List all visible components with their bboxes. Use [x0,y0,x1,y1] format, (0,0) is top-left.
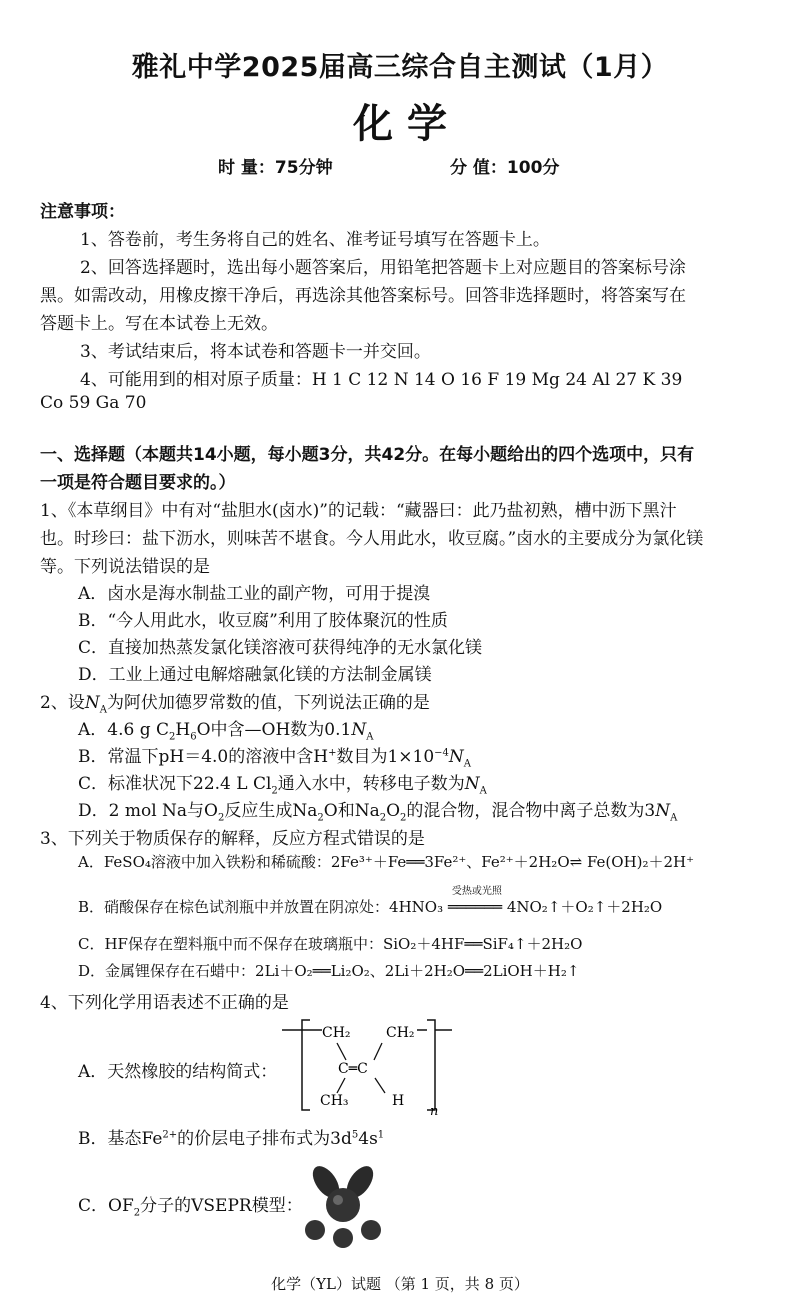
q3-option-c: C．HF保存在塑料瓶中而不保存在玻璃瓶中：SiO₂＋4HF══SiF₄↑＋2H₂O [78,935,583,953]
section-heading: 一项是符合题目要求的。） [40,473,236,493]
natural-rubber-structure [282,1015,452,1115]
q2-option-a: A．4.6 g $C_2H_6O$中含—OH数为$0.1N_A$ [78,720,374,743]
q1-option-a: A．卤水是海水制盐工业的副产物，可用于提溴 [78,584,431,604]
q2-option-c: C．标准状况下22.4 L $Cl_2$通入水中，转移电子数为$N_A$ [78,774,487,797]
q3-stem: 3、下列关于物质保存的解释，反应方程式错误的是 [40,829,425,849]
q4-option-c: C．$OF_2$分子的VSEPR模型： [78,1196,303,1219]
q4-stem: 4、下列化学用语表述不正确的是 [40,993,289,1013]
notice-heading: 注意事项： [40,202,125,222]
exam-score: 分 值：100分 [450,158,560,178]
page-footer: 化学（YL）试题 （第 1 页，共 8 页） [271,1275,529,1293]
exam-title: 雅礼中学2025届高三综合自主测试（1月） [131,52,669,83]
notice-item: 4、可能用到的相对原子质量：H 1 C 12 N 14 O 16 F 19 Mg 24 Al 27 K 39 [80,370,683,390]
q2-option-b: B．常温下pH＝4.0的溶液中含H+数目为$1\times 10^{-4}N_A$ [78,747,472,770]
struct-ch2-right: CH₂ [386,1025,415,1041]
q1-option-b: B．“今人用此水，收豆腐”利用了胶体聚沉的性质 [78,611,448,631]
notice-item: 黑。如需改动，用橡皮擦干净后，再选涂其他答案标号。回答非选择题时，将答案写在 [40,286,686,306]
q3-option-b: B．硝酸保存在棕色试剂瓶中并放置在阴凉处：4HNO₃ 受热或光照 ══════ 4NO₂↑＋O₂↑＋2H₂O [78,886,663,916]
q1-stem: 也。时珍曰：盐下沥水，则味苦不堪食。今人用此水，收豆腐。”卤水的主要成分为氯化镁 [40,529,704,549]
q2-option-d: D．2 mol Na与$O_2$反应生成$Na_2O$和$Na_2O_2$的混合物，混合物中离子总数为$3N_A$ [78,801,678,824]
notice-item: 3、考试结束后，将本试卷和答题卡一并交回。 [80,342,431,362]
q3-option-d: D．金属锂保存在石蜡中：2Li＋O₂══Li₂O₂、2Li＋2H₂O══2LiOH＋H₂↑ [78,962,580,980]
struct-h: H [392,1093,405,1109]
struct-ch2-left: CH₂ [322,1025,351,1041]
q1-stem: 1、《本草纲目》中有对“盐胆水(卤水)”的记载：“藏器曰：此乃盐初熟，槽中沥下黑汁 [40,501,677,521]
q4-option-b: B．基态$Fe^{2+}$的价层电子排布式为$3d^54s^1$ [78,1129,385,1149]
q3-option-a: A．FeSO₄溶液中加入铁粉和稀硫酸：2Fe³⁺＋Fe══3Fe²⁺、Fe²⁺＋2H₂O⇌ Fe(OH)₂＋2H⁺ [78,853,695,871]
section-heading: 一、选择题（本题共14小题，每小题3分，共42分。在每小题给出的四个选项中，只有 [40,445,695,465]
struct-n: n [430,1104,439,1115]
q4-option-a: A．天然橡胶的结构简式： [78,1062,278,1082]
notice-item: 2、回答选择题时，选出每小题答案后，用铅笔把答题卡上对应题目的答案标号涂 [80,258,686,278]
struct-c-eq-c: C═C [338,1061,368,1077]
struct-ch3: CH₃ [320,1093,349,1109]
q1-stem: 等。下列说法错误的是 [40,557,210,577]
q2-stem: 2、设$N_A$为阿伏加德罗常数的值，下列说法正确的是 [40,693,430,716]
notice-item: Co 59 Ga 70 [40,393,147,413]
vsepr-model-image [298,1160,388,1250]
exam-time: 时 量：75分钟 [218,158,333,178]
q1-option-c: C．直接加热蒸发氯化镁溶液可获得纯净的无水氯化镁 [78,638,483,658]
q1-option-d: D．工业上通过电解熔融氯化镁的方法制金属镁 [78,665,432,685]
notice-item: 答题卡上。写在本试卷上无效。 [40,314,278,334]
subject-title: 化 学 [353,101,447,147]
notice-item: 1、答卷前，考生务将自己的姓名、准考证号填写在答题卡上。 [80,230,550,250]
